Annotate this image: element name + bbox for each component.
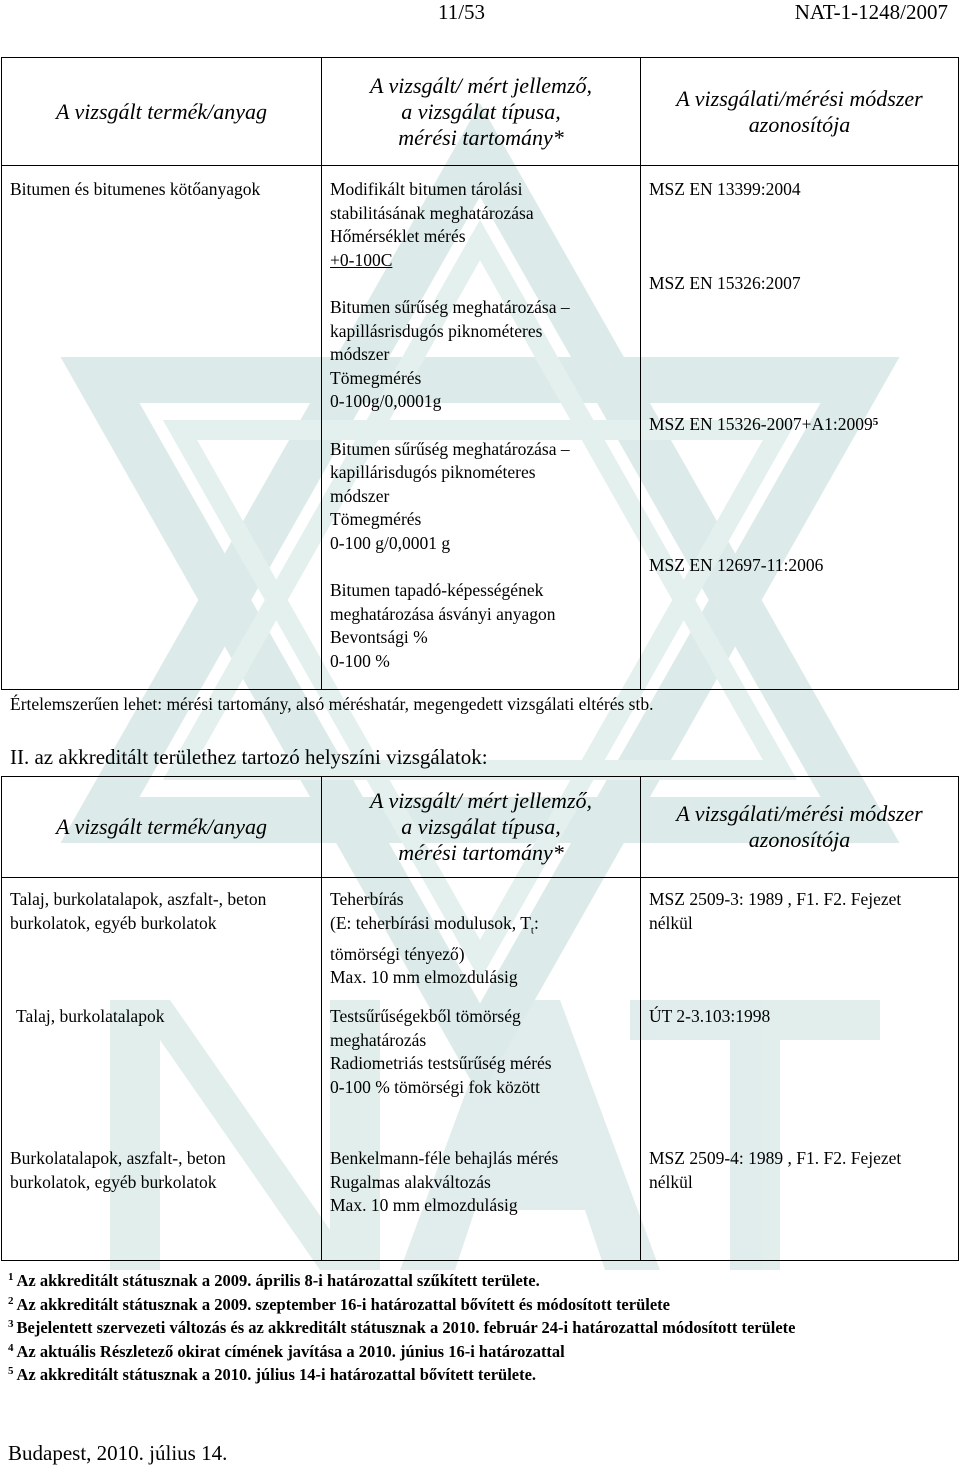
method-text: ÚT 2-3.103:1998 <box>649 1006 771 1026</box>
property-block: Bitumen sűrűség meghatározása – kapillásrisdugós piknométeres módszer Tömegmérés 0-100g/0,0001g <box>330 297 570 411</box>
method-text: MSZ EN 15326:2007 <box>649 273 801 293</box>
accreditation-table-2 <box>1 776 959 1261</box>
method-text: MSZ EN $15326-2007+A1:2009^5$ <box>649 414 879 434</box>
property-block: Testsűrűségekből tömörség meghatározás Radiometriás testsűrűség mérés 0-100 % tömörségi fok között <box>330 1006 552 1097</box>
property-block: Bitumen sűrűség meghatározása – kapillárisdugós piknométeres módszer Tömegmérés 0-100 g/0,0001 g <box>330 438 570 553</box>
property-block: Benkelmann-féle behajlás mérés Rugalmas alakváltozás Max. 10 mm elmozdulásig <box>330 1148 559 1215</box>
product-cell: Bitumen és bitumenes kötőanyagok <box>2 166 322 690</box>
header-property: A vizsgált/ mért jellemző, a vizsgálat típusa, mérési tartomány* <box>322 58 641 166</box>
method-text: MSZ EN 13399:2004 <box>649 179 801 199</box>
header-product: A vizsgált termék/anyag <box>2 58 322 166</box>
footnote: $^3$ Bejelentett szervezeti változás és az akkreditált státusznak a 2010. február 24-i határozattal módosított területe <box>8 1318 796 1337</box>
header-method: A vizsgálati/mérési módszer azonosítója <box>641 58 959 166</box>
range-note: Értelemszerűen lehet: mérési tartomány, alsó méréshatár, megengedett vizsgálati eltérés stb. <box>10 694 654 714</box>
table-row <box>2 878 959 1261</box>
table-row <box>2 166 959 690</box>
product-text: Talaj, burkolatalapok <box>16 1006 165 1026</box>
product-text: Burkolatalapok, aszfalt-, beton burkolatok, egyéb burkolatok <box>10 1148 226 1192</box>
method-text: MSZ 2509-4: 1989 , F1. F2. Fejezet nélkül <box>649 1148 902 1192</box>
document-number: NAT-1-1248/2007 <box>794 0 948 24</box>
table-header-row <box>2 777 959 878</box>
method-cell <box>641 166 959 690</box>
footnotes <box>8 1269 948 1387</box>
method-text: MSZ EN 12697-11:2006 <box>649 555 824 575</box>
method-cell <box>641 878 959 1261</box>
page-number: 11/53 <box>438 0 486 24</box>
footnote: $^2$ Az akkreditált státusznak a 2009. szeptember 16-i határozattal bővített és módosított területe <box>8 1294 670 1314</box>
place-and-date: Budapest, 2010. július 14. <box>8 1441 228 1465</box>
header-method: A vizsgálati/mérési módszer azonosítója <box>641 777 959 878</box>
section-title: II. az akkreditált területhez tartozó helyszíni vizsgálatok: <box>10 745 488 769</box>
property-cell <box>322 166 641 690</box>
footnote: $^1$ Az akkreditált státusznak a 2009. április 8-i határozattal szűkített területe. <box>8 1271 540 1290</box>
product-cell <box>2 878 322 1261</box>
property-block: Modifikált bitumen tárolási stabilitásának meghatározása Hőmérséklet mérés +0-100C <box>330 179 534 270</box>
property-cell <box>322 878 641 1261</box>
header-property: A vizsgált/ mért jellemző, a vizsgálat típusa, mérési tartomány* <box>322 777 641 878</box>
footnote: $^5$ Az akkreditált státusznak a 2010. július 14-i határozattal bővített területe. <box>8 1365 537 1384</box>
property-block: Teherbírás (E: teherbírási modulusok, $T_t$: tömörségi tényező) Max. 10 mm elmozdulásig <box>330 889 539 987</box>
property-block: Bitumen tapadó-képességének meghatározása ásványi anyagon Bevontsági % 0-100 % <box>330 580 556 671</box>
footnote: $^4$ Az aktuális Részletező okirat címének javítása a 2010. június 16-i határozattal <box>8 1341 565 1361</box>
product-text: Talaj, burkolatalapok, aszfalt-, beton burkolatok, egyéb burkolatok <box>10 889 267 933</box>
table-header-row <box>2 58 959 166</box>
method-text: MSZ 2509-3: 1989 , F1. F2. Fejezet nélkül <box>649 889 902 933</box>
header-product: A vizsgált termék/anyag <box>2 777 322 878</box>
accreditation-table-1 <box>1 57 959 690</box>
